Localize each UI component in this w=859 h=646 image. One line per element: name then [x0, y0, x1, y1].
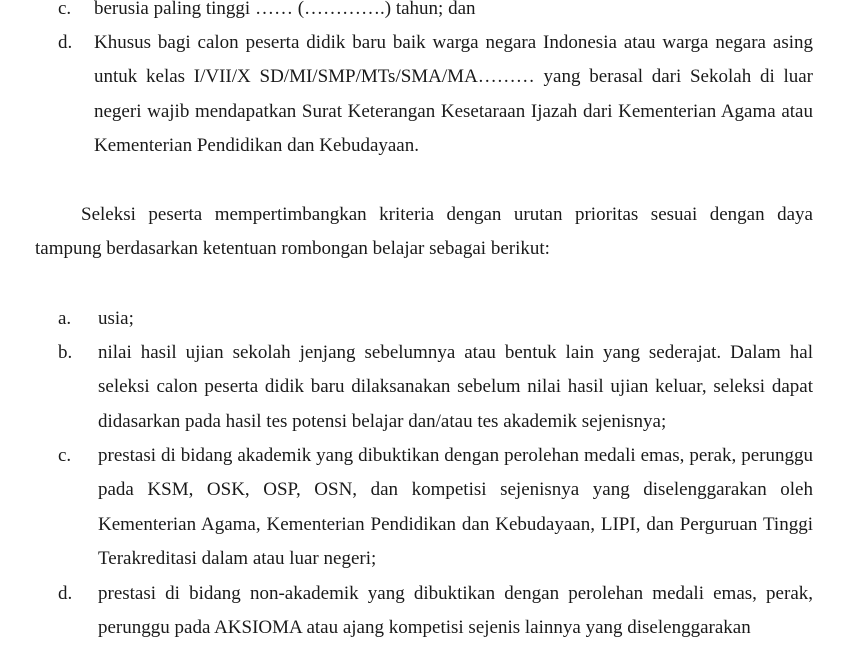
- list-marker: d.: [58, 32, 73, 53]
- list-item-text: Khusus bagi calon peserta didik baru baik warga negara Indonesia atau warga negara asing untuk kelas I/VII/X SD/MI/SMP/MTs/SMA/MA……… yang berasal dari Sekolah di luar negeri wajib mendapatkan Surat Keterangan Kesetaraan Ijazah dari Kementerian Agama atau Kementerian Pendidikan dan Kebudayaan.: [94, 32, 813, 156]
- selection-paragraph: Seleksi peserta mempertimbangkan kriteria dengan urutan prioritas sesuai dengan daya tampung berdasarkan ketentuan rombongan belajar sebagai berikut:: [35, 204, 813, 260]
- list-marker: d.: [58, 583, 73, 604]
- list-marker: c.: [58, 0, 72, 19]
- list-item-text: prestasi di bidang non-akademik yang dibuktikan dengan perolehan medali emas, perak, perunggu pada AKSIOMA atau ajang kompetisi sejenis lainnya yang diselenggarakan: [98, 583, 813, 639]
- list-marker: a.: [58, 308, 72, 329]
- list-marker: b.: [58, 342, 73, 363]
- list-item-text: prestasi di bidang akademik yang dibuktikan dengan perolehan medali emas, perak, perunggu pada KSM, OSK, OSP, OSN, dan kompetisi sejenisnya yang diselenggarakan oleh Kementerian Agama, Kementerian Pendidikan dan Kebudayaan, LIPI, dan Perguruan Tinggi Terakreditasi dalam atau luar negeri;: [98, 445, 813, 569]
- list-item-text: nilai hasil ujian sekolah jenjang sebelumnya atau bentuk lain yang sederajat. Dalam hal seleksi calon peserta didik baru dilaksanakan sebelum nilai hasil ujian keluar, seleksi dapat didasarkan pada hasil tes potensi belajar dan/atau tes akademik sejenisnya;: [98, 342, 813, 432]
- list-item-text: usia;: [98, 308, 134, 329]
- list-item-text: berusia paling tinggi …… (………….) tahun; dan: [94, 0, 476, 19]
- list-marker: c.: [58, 445, 72, 466]
